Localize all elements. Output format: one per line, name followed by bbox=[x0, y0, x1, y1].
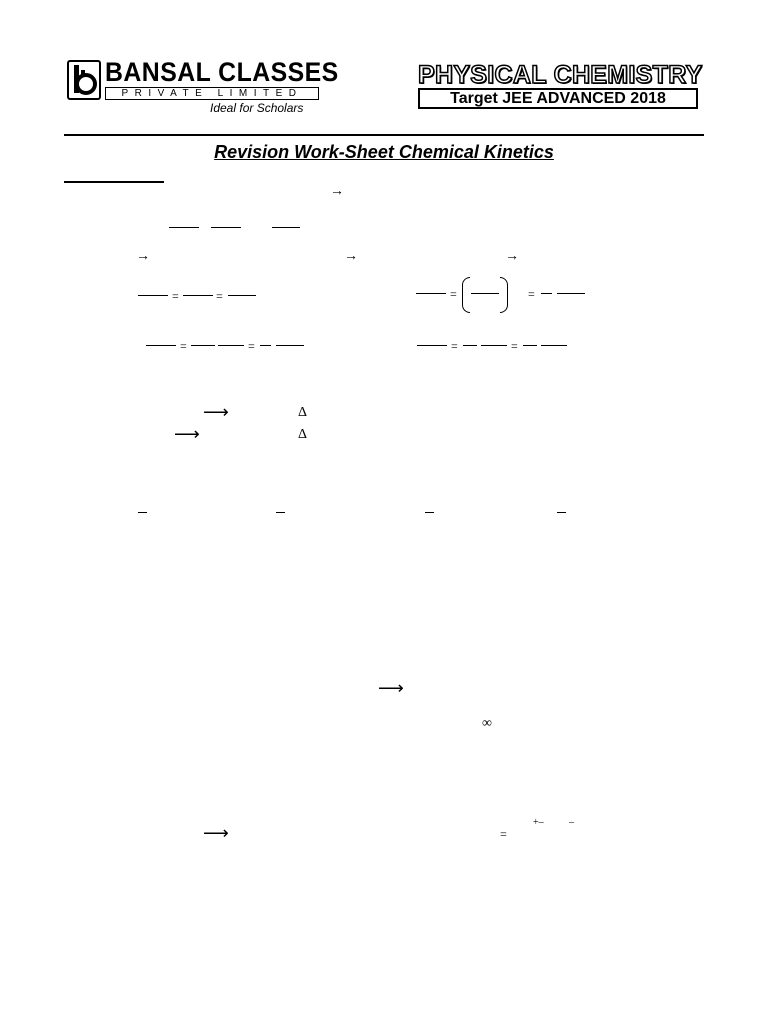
equals-sign: = bbox=[511, 339, 518, 353]
fraction-bar bbox=[138, 295, 168, 296]
equals-sign: = bbox=[528, 287, 535, 301]
brand-subtitle: PRIVATE LIMITED bbox=[121, 88, 303, 99]
overbar bbox=[425, 512, 434, 513]
fraction-bar bbox=[191, 345, 215, 346]
equals-sign: = bbox=[172, 289, 179, 303]
fraction-bar bbox=[523, 345, 537, 346]
worksheet-title: Revision Work-Sheet Chemical Kinetics bbox=[214, 142, 554, 162]
equals-sign: = bbox=[500, 827, 507, 841]
charge-symbol: +– bbox=[533, 817, 544, 828]
brand-logo bbox=[67, 60, 101, 100]
charge-symbol: – bbox=[569, 817, 574, 828]
left-parenthesis bbox=[462, 277, 470, 313]
equals-sign: = bbox=[180, 339, 187, 353]
arrow-symbol: → bbox=[330, 184, 344, 199]
fraction-bar bbox=[218, 345, 244, 346]
delta-symbol: Δ bbox=[298, 427, 308, 442]
fraction-bar bbox=[146, 345, 176, 346]
infinity-symbol: ∞ bbox=[482, 716, 492, 731]
arrow-symbol: → bbox=[505, 249, 519, 264]
long-arrow-symbol: ⟶ bbox=[174, 424, 200, 444]
overbar bbox=[138, 512, 147, 513]
section-underline bbox=[64, 181, 164, 183]
arrow-symbol: → bbox=[344, 249, 358, 264]
overbar bbox=[557, 512, 566, 513]
right-parenthesis bbox=[500, 277, 508, 313]
delta-symbol: Δ bbox=[298, 405, 308, 420]
equals-sign: = bbox=[248, 339, 255, 353]
header-divider bbox=[64, 134, 704, 136]
long-arrow-symbol: ⟶ bbox=[203, 823, 229, 843]
fraction-bar bbox=[557, 293, 585, 294]
fraction-bar bbox=[260, 345, 271, 346]
long-arrow-symbol: ⟶ bbox=[378, 678, 404, 698]
equals-sign: = bbox=[451, 339, 458, 353]
arrow-symbol: → bbox=[136, 249, 150, 264]
fraction-bar bbox=[169, 227, 199, 228]
overbar bbox=[276, 512, 285, 513]
fraction-bar bbox=[481, 345, 507, 346]
fraction-bar bbox=[471, 293, 499, 294]
fraction-bar bbox=[541, 293, 552, 294]
fraction-bar bbox=[211, 227, 241, 228]
fraction-bar bbox=[463, 345, 477, 346]
fraction-bar bbox=[541, 345, 567, 346]
brand-logo-icon bbox=[69, 62, 99, 98]
brand-name: BANSAL CLASSES bbox=[105, 57, 339, 87]
fraction-bar bbox=[272, 227, 300, 228]
target-label: Target JEE ADVANCED 2018 bbox=[450, 90, 666, 107]
fraction-bar bbox=[416, 293, 446, 294]
long-arrow-symbol: ⟶ bbox=[203, 402, 229, 422]
fraction-bar bbox=[417, 345, 447, 346]
equals-sign: = bbox=[216, 289, 223, 303]
subject-title: PHYSICAL CHEMISTRY bbox=[418, 61, 703, 89]
fraction-bar bbox=[183, 295, 213, 296]
fraction-bar bbox=[228, 295, 256, 296]
brand-tagline: Ideal for Scholars bbox=[210, 101, 304, 115]
fraction-bar bbox=[276, 345, 304, 346]
equals-sign: = bbox=[450, 287, 457, 301]
